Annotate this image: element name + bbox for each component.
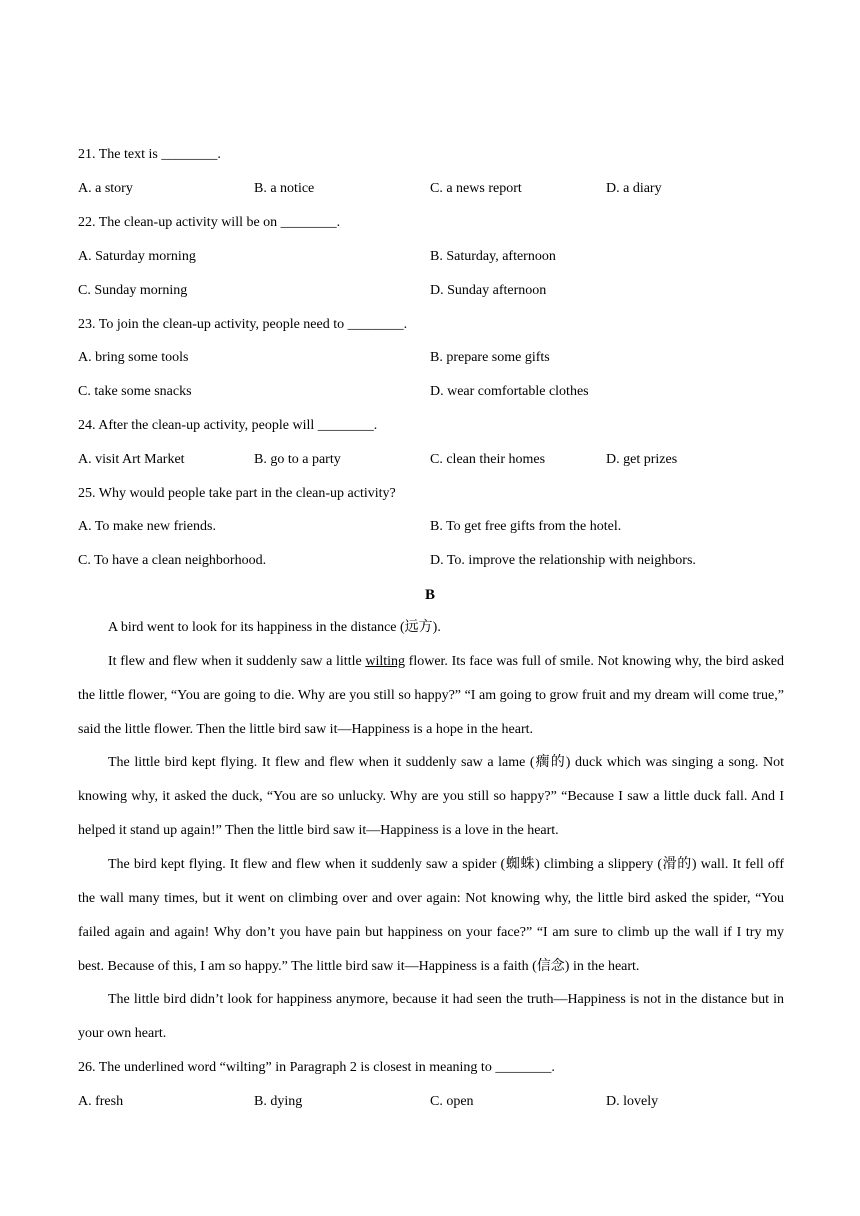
q26-option-b[interactable]: B. dying: [254, 1094, 303, 1109]
question-22-stem: 22. The clean-up activity will be on ________.: [78, 215, 341, 230]
question-24-stem: 24. After the clean-up activity, people will ________.: [78, 418, 378, 433]
p2-text-after: flower. Its face was full of smile. Not knowing why, the bird asked the little flower, “You are going to die. Why are you still so happy?” “I am going to grow fruit and my dream will come true,” said the little flower. Then the little bird saw it—Happiness is a hope in the heart.: [78, 654, 784, 737]
q26-option-a[interactable]: A. fresh: [78, 1094, 124, 1109]
q25-option-a[interactable]: A. To make new friends.: [78, 519, 216, 534]
q25-option-b[interactable]: B. To get free gifts from the hotel.: [430, 519, 622, 534]
question-25-stem: 25. Why would people take part in the clean-up activity?: [78, 486, 396, 501]
q22-option-c[interactable]: C. Sunday morning: [78, 283, 188, 298]
q24-option-a[interactable]: A. visit Art Market: [78, 452, 185, 467]
q21-option-c[interactable]: C. a news report: [430, 181, 522, 196]
q26-option-c[interactable]: C. open: [430, 1094, 474, 1109]
q21-option-b[interactable]: B. a notice: [254, 181, 315, 196]
passage-paragraph-4: The bird kept flying. It flew and flew when it suddenly saw a spider (蜘蛛) climbing a slippery (滑的) wall. It fell off the wall many times, but it went on climbing over and over again: Not knowing why, the little bird asked the spider, “You failed again and again! Why don’t you have pain but happiness on your face?” “I am sure to climb up the wall if I try my best. Because of this, I am so happy.” The little bird saw it—Happiness is a faith (信念) in the heart.: [78, 857, 784, 974]
passage-paragraph-3: The little bird kept flying. It flew and flew when it suddenly saw a lame (瘸的) duck which was singing a song. Not knowing why, it asked the duck, “You are so unlucky. Why are you still so happy?” “Because I saw a little duck fall. And I helped it stand up again!” Then the little bird saw it—Happiness is a love in the heart.: [78, 755, 784, 838]
question-26-stem: 26. The underlined word “wilting” in Paragraph 2 is closest in meaning to ________.: [78, 1060, 555, 1075]
q22-option-d[interactable]: D. Sunday afternoon: [430, 283, 547, 298]
q24-option-b[interactable]: B. go to a party: [254, 452, 341, 467]
q21-option-a[interactable]: A. a story: [78, 181, 133, 196]
q24-option-c[interactable]: C. clean their homes: [430, 452, 546, 467]
q23-option-b[interactable]: B. prepare some gifts: [430, 350, 550, 365]
passage-paragraph-5: The little bird didn’t look for happiness anymore, because it had seen the truth—Happiness is not in the distance but in your own heart.: [78, 992, 784, 1041]
q21-option-d[interactable]: D. a diary: [606, 181, 662, 196]
q25-option-d[interactable]: D. To. improve the relationship with neighbors.: [430, 553, 696, 568]
q25-option-c[interactable]: C. To have a clean neighborhood.: [78, 553, 267, 568]
p2-text-before: It flew and flew when it suddenly saw a little: [108, 654, 366, 669]
q23-option-a[interactable]: A. bring some tools: [78, 350, 189, 365]
q24-option-d[interactable]: D. get prizes: [606, 452, 678, 467]
q26-option-d[interactable]: D. lovely: [606, 1094, 659, 1109]
section-b-heading: B: [424, 587, 435, 603]
question-23-stem: 23. To join the clean-up activity, people need to ________.: [78, 317, 408, 332]
q23-option-c[interactable]: C. take some snacks: [78, 384, 192, 399]
q22-option-a[interactable]: A. Saturday morning: [78, 249, 196, 264]
underlined-word-wilting: wilting: [365, 654, 406, 669]
q22-option-b[interactable]: B. Saturday, afternoon: [430, 249, 556, 264]
passage-paragraph-2: [78, 645, 784, 747]
q23-option-d[interactable]: D. wear comfortable clothes: [430, 384, 589, 399]
passage-paragraph-1: A bird went to look for its happiness in the distance (远方).: [108, 620, 441, 635]
question-21-stem: 21. The text is ________.: [78, 147, 221, 162]
